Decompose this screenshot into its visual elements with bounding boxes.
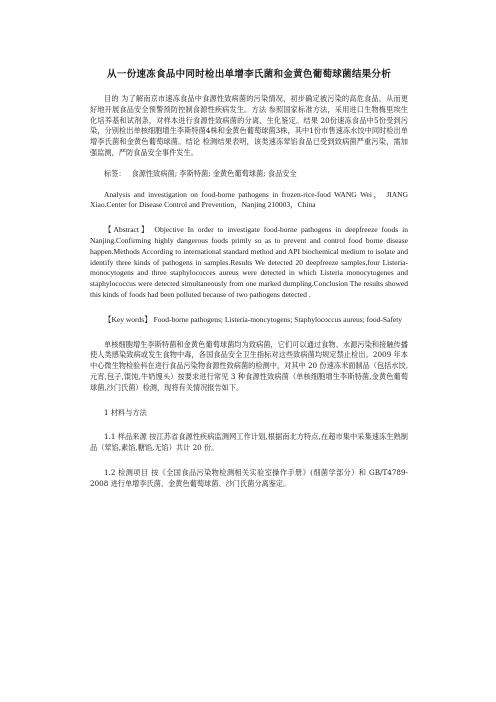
english-title: Analysis and investigation on food-borne pathogens in frozen-rice-food WANG Wei， JIANG Xiao.Center for Disease Control and Prevention，Nanjing 210003，China — [90, 189, 408, 210]
section-1-2-paragraph: 1.2 检测项目 按《全国食品污染物检测相关实验室操作手册》(细菌学部分）和 GB/T4789-2008 进行单增李氏菌、金黄色葡萄球菌、沙门氏菌分离鉴定。 — [90, 467, 408, 488]
chinese-keywords-text: 食源性致病菌; 李斯特菌; 金黄色葡萄球菌; 食品安全 — [131, 168, 297, 178]
document-body — [90, 66, 408, 490]
document-title: 从一份速冻食品中同时检出单增李氏菌和金黄色葡萄球菌结果分析 — [106, 69, 392, 80]
chinese-keywords — [90, 169, 408, 180]
chinese-keywords-label: 标签： — [104, 168, 126, 178]
section-1-heading: 1 材料与方法 — [104, 407, 147, 417]
english-keywords: 【Key words】 Food-borne pathogens; Listeria-moncytogens; Staphylococcus aureus; food-Safety — [104, 314, 403, 324]
introduction-paragraph: 单核细胞增生李斯特菌和金黄色葡萄球菌均为致病菌，它们可以通过食物、水源污染和接触传播使人类感染致病或发生食物中毒，各国食品安全卫生指标对这些致病菌均规定禁止检出。2009 年本中心微生物检验科在进行食品污染物食源性致病菌的检测中，对其中 20 份速冻米面制品（包括水饺,元宵,包子,馄饨,牛奶馒头）按要求进行常见 3 种食源性致病菌（单核细胞增生李斯特菌,金黄色葡萄球菌,沙门氏菌）检测，现将有关情况报告如下。 — [90, 339, 408, 392]
chinese-abstract: 目的 为了解南京市速冻食品中食源性致病菌的污染情况，初步确定被污染的高危食品，从而更好地开展食品安全预警预防控制食源性疾病发生。方法 参照国家标准方法，采用进口生物梅里埃生化培养基和试剂条，对样本进行食源性致病菌的分离、生化鉴定。结果 20份速冻食品中5份受到污染，分别检出单核细胞增生李斯特菌4株和金黄色葡萄球菌3株，其中1份市售速冻水饺中同时检出单增李氏菌和金黄色葡萄球菌。结论 检测结果表明，该类速冻荤馅食品已受到致病菌严重污染，需加强监测，严防食品安全事件发生。 — [90, 94, 408, 157]
english-abstract: 【Abstract】 Objective In order to investigate food-borne pathogens in deepfreeze foods in Nanjing.Confirming highly dangerous foods primly so as to prevent and control food borne disease happen.Methods According to international standard method and API biochemical medium to isolate and identify three kinds of pathogens in samples.Results We detected 20 deepfreeze samples,four Listeria-monocytogens and three staphylococces aureus were detected in which Listeria monocytogenes and staphylococcus were detected simultaneously from one marked dumpling.Conclusion The results showed this kinds of foods had been polluted because of two pathogens detected . — [90, 225, 408, 299]
section-1-1-paragraph: 1.1 样品来源 按江苏省食源性疾病监测网工作计划,根据南北方特点,在超市集中采集速冻生熟制品（荤馅,素馅,糖馅,无馅）共计 20 份。 — [90, 432, 408, 453]
